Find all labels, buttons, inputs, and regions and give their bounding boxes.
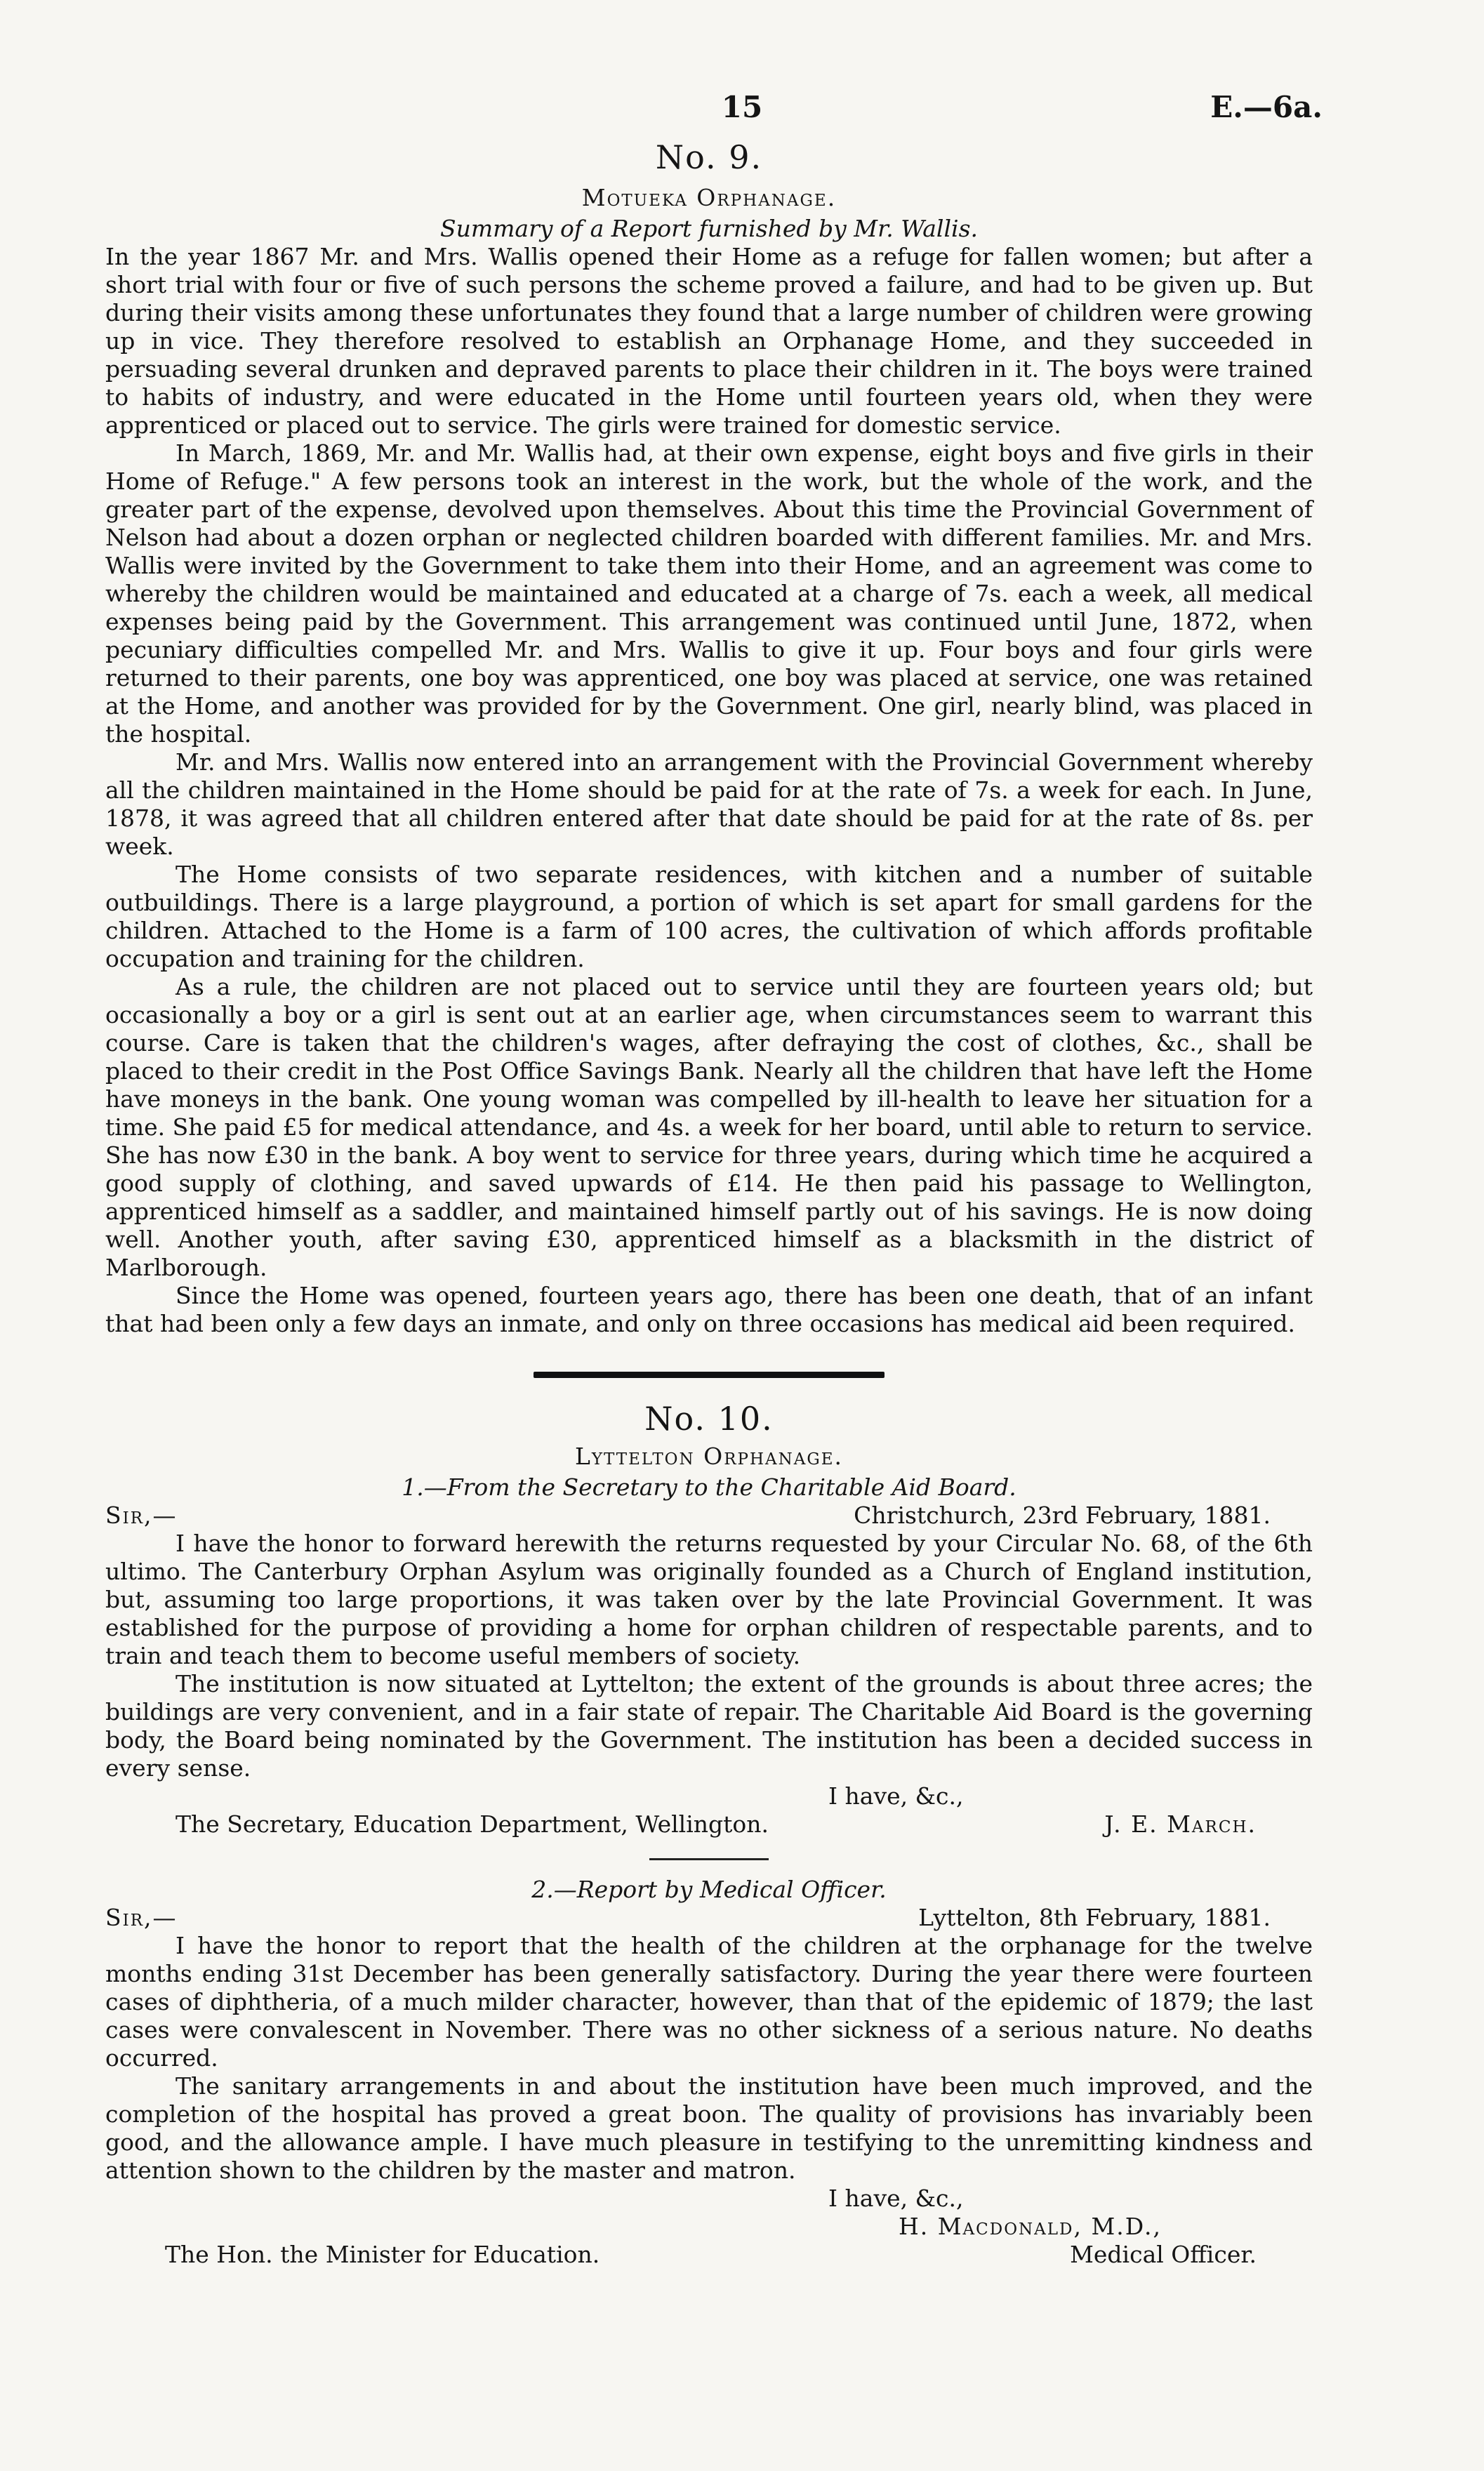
page-number: 15 xyxy=(721,90,763,124)
paragraph: Mr. and Mrs. Wallis now entered into an arrangement with the Provincial Government whereby all the children maintained in the Home should be paid for at the rate of 7s. a week for each. In June, 1878, it was agreed that all children entered after that date should be paid for at the rate of 8s. per week. xyxy=(105,748,1313,860)
signature-row xyxy=(105,1810,1313,1839)
letter-heading: 1.—From the Secretary to the Charitable Aid Board. xyxy=(402,1473,1016,1501)
salutation-row xyxy=(105,1502,1313,1530)
signature-row xyxy=(105,2241,1313,2269)
paragraph: In the year 1867 Mr. and Mrs. Wallis opened their Home as a refuge for fallen women; but after a short trial with four or five of such persons the scheme proved a failure, and had to be given up. But during their visits among these unfortunates they found that a large number of children were growing up in vice. They therefore resolved to establish an Orphanage Home, and they succeeded in persuading several drunken and depraved parents to place their children in it. The boys were trained to habits of industry, and were educated in the Home until fourteen years old, when they were apprenticed or placed out to service. The girls were trained for domestic service. xyxy=(105,243,1313,439)
summary-heading: Summary of a Report furnished by Mr. Wallis. xyxy=(439,215,979,242)
letter-heading: 2.—Report by Medical Officer. xyxy=(531,1876,887,1903)
signature: H. Macdonald, M.D., xyxy=(899,2213,1162,2240)
section-no9 xyxy=(105,138,1313,2269)
paragraph: In March, 1869, Mr. and Mr. Wallis had, at their own expense, eight boys and five girls in their Home of Refuge." A few persons took an interest in the work, but the whole of the work, and the greater part of the expense, devolved upon themselves. About this time the Provincial Government of Nelson had about a dozen orphan or neglected children boarded with different families. Mr. and Mrs. Wallis were invited by the Government to take them into their Home, and an agreement was come to whereby the children would be maintained and educated at a charge of 7s. each a week, all medical expenses being paid by the Government. This arrangement was continued until June, 1872, when pecuniary difficulties compelled Mr. and Mrs. Wallis to give it up. Four boys and four girls were returned to their parents, one boy was apprenticed, one boy was placed at service, one was retained at the Home, and another was provided for by the Government. One girl, nearly blind, was placed in the hospital. xyxy=(105,439,1313,748)
salutation: Sir,— xyxy=(105,1904,178,1931)
signature: J. E. March. xyxy=(1104,1810,1257,1838)
closing: I have, &c., xyxy=(828,1782,964,1810)
addressee: The Hon. the Minister for Education. xyxy=(165,2241,600,2268)
document-reference: E.—6a. xyxy=(1210,90,1323,124)
paragraph: The Home consists of two separate residences, with kitchen and a number of suitable outbuildings. There is a large playground, a portion of which is set apart for small gardens for the children. Attached to the Home is a farm of 100 acres, the cultivation of which affords profitable occupation and training for the children. xyxy=(105,861,1313,972)
letter-divider xyxy=(649,1858,769,1860)
paragraph: I have the honor to forward herewith the returns requested by your Circular No. 68, of the 6th ultimo. The Canterbury Orphan Asylum was originally founded as a Church of England institution, but, assuming too large proportions, it was taken over by the late Provincial Government. It was established for the purpose of providing a home for orphan children of respectable parents, and to train and teach them to become useful members of society. xyxy=(105,1530,1313,1669)
section-title: No. 10. xyxy=(644,1400,774,1438)
section-divider xyxy=(534,1372,885,1378)
addressee: The Secretary, Education Department, Wellington. xyxy=(175,1810,769,1838)
paragraph: Since the Home was opened, fourteen years ago, there has been one death, that of an infant that had been only a few days an inmate, and only on three occasions has medical aid been required. xyxy=(105,1282,1313,1337)
salutation-row xyxy=(105,1904,1313,1932)
paragraph: I have the honor to report that the health of the children at the orphanage for the twelve months ending 31st December has been generally satisfactory. During the year there were fourteen cases of diphtheria, of a much milder character, however, than that of the epidemic of 1879; the last cases were convalescent in November. There was no other sickness of a serious nature. No deaths occurred. xyxy=(105,1932,1313,2072)
signer-title: Medical Officer. xyxy=(1070,2241,1257,2268)
place-date: Christchurch, 23rd February, 1881. xyxy=(854,1502,1271,1529)
closing: I have, &c., xyxy=(828,2185,964,2212)
paragraph: The sanitary arrangements in and about the institution have been much improved, and the completion of the hospital has proved a great boon. The quality of provisions has invariably been good, and the allowance ample. I have much pleasure in testifying to the unremitting kindness and attention shown to the children by the master and matron. xyxy=(105,2072,1313,2184)
section-subtitle: Motueka Orphanage. xyxy=(581,184,837,211)
paragraph: The institution is now situated at Lyttelton; the extent of the grounds is about three acres; the buildings are very convenient, and in a fair state of repair. The Charitable Aid Board is the governing body, the Board being nominated by the Government. The institution has been a decided success in every sense. xyxy=(105,1670,1313,1782)
section-subtitle: Lyttelton Orphanage. xyxy=(574,1443,844,1470)
salutation: Sir,— xyxy=(105,1502,178,1529)
place-date: Lyttelton, 8th February, 1881. xyxy=(918,1904,1271,1931)
section-title: No. 9. xyxy=(655,138,763,176)
paragraph: As a rule, the children are not placed out to service until they are fourteen years old; but occasionally a boy or a girl is sent out at an earlier age, when circumstances seem to warrant this course. Care is taken that the children's wages, after defraying the cost of clothes, &c., shall be placed to their credit in the Post Office Savings Bank. Nearly all the children that have left the Home have moneys in the bank. One young woman was compelled by ill-health to leave her situation for a time. She paid £5 for medical attendance, and 4s. a week for her board, until able to return to service. She has now £30 in the bank. A boy went to service for three years, during which time he acquired a good supply of clothing, and saved upwards of £14. He then paid his passage to Wellington, apprenticed himself as a saddler, and maintained himself partly out of his savings. He is now doing well. Another youth, after saving £30, apprenticed himself as a blacksmith in the district of Marlborough. xyxy=(105,973,1313,1281)
